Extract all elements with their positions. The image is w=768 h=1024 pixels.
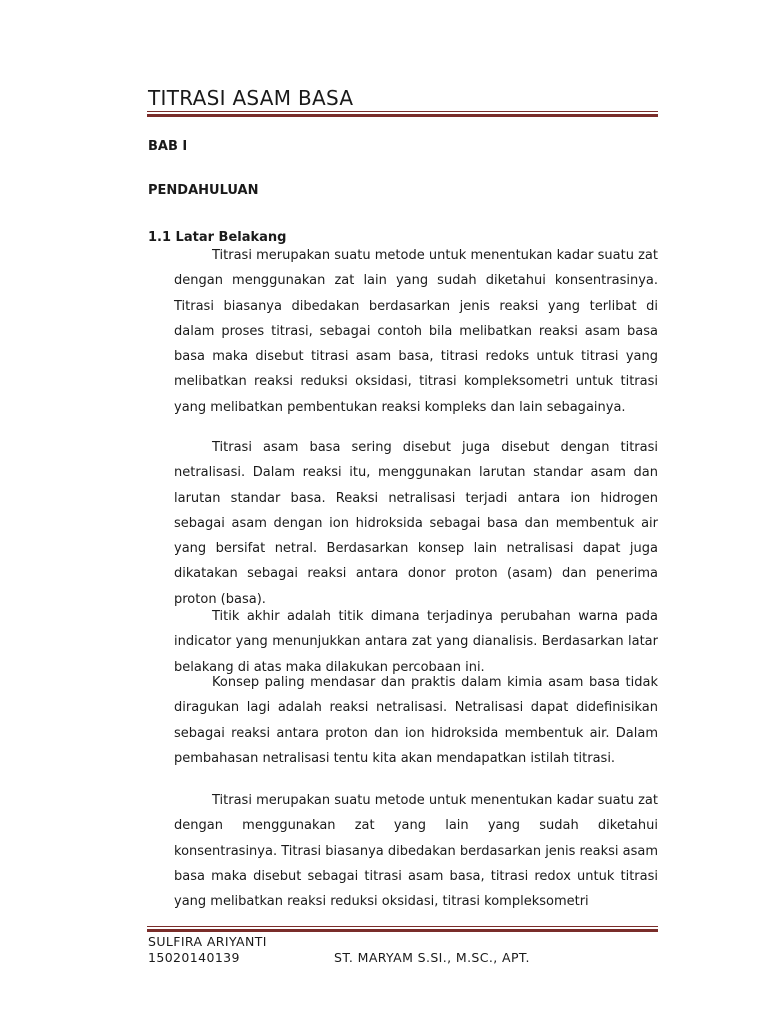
document-title: TITRASI ASAM BASA — [148, 86, 354, 110]
chapter-title: PENDAHULUAN — [148, 183, 259, 198]
paragraph-2: Titrasi asam basa sering disebut juga disebut dengan titrasi netralisasi. Dalam reaksi itu, menggunakan larutan standar asam dan larutan standar basa. Reaksi netralisasi terjadi antara ion hidrogen sebagai asam dengan ion hidroksida sebagai basa dan membentuk air yang bersifat netral. Berdasarkan konsep lain netralisasi dapat juga dikatakan sebagai reaksi antara donor proton (asam) dan penerima proton (basa). — [174, 440, 658, 607]
footer-student-id: 15020140139 — [148, 950, 240, 965]
footer-rule — [147, 926, 658, 932]
paragraph-3: Titik akhir adalah titik dimana terjadinya perubahan warna pada indicator yang menunjukkan antara zat yang dianalisis. Berdasarkan latar belakang di atas maka dilakukan percobaan ini. — [174, 609, 658, 675]
footer-supervisor: ST. MARYAM S.SI., M.SC., APT. — [334, 950, 530, 965]
section-heading: 1.1 Latar Belakang — [148, 230, 287, 245]
footer-author: SULFIRA ARIYANTI — [148, 934, 267, 949]
paragraph-1: Titrasi merupakan suatu metode untuk menentukan kadar suatu zat dengan menggunakan zat lain yang sudah diketahui konsentrasinya. Titrasi biasanya dibedakan berdasarkan jenis reaksi yang terlibat di dalam proses titrasi, sebagai contoh bila melibatkan reaksi asam basa basa maka disebut titrasi asam basa, titrasi redoks untuk titrasi yang melibatkan reaksi reduksi oksidasi, titrasi kompleksometri untuk titrasi yang melibatkan pembentukan reaksi kompleks dan lain sebagainya. — [174, 248, 658, 415]
paragraph-5: Titrasi merupakan suatu metode untuk menentukan kadar suatu zat dengan menggunakan zat yang lain yang sudah diketahui konsentrasinya. Titrasi biasanya dibedakan berdasarkan jenis reaksi asam basa maka disebut sebagai titrasi asam basa, titrasi redox untuk titrasi yang melibatkan reaksi reduksi oksidasi, titrasi kompleksometri — [174, 793, 658, 910]
paragraph-4: Konsep paling mendasar dan praktis dalam kimia asam basa tidak diragukan lagi adalah reaksi netralisasi. Netralisasi dapat didefinisikan sebagai reaksi antara proton dan ion hidroksida membentuk air. Dalam pembahasan netralisasi tentu kita akan mendapatkan istilah titrasi. — [174, 675, 658, 766]
header-rule — [147, 111, 658, 117]
chapter-label: BAB I — [148, 139, 188, 154]
